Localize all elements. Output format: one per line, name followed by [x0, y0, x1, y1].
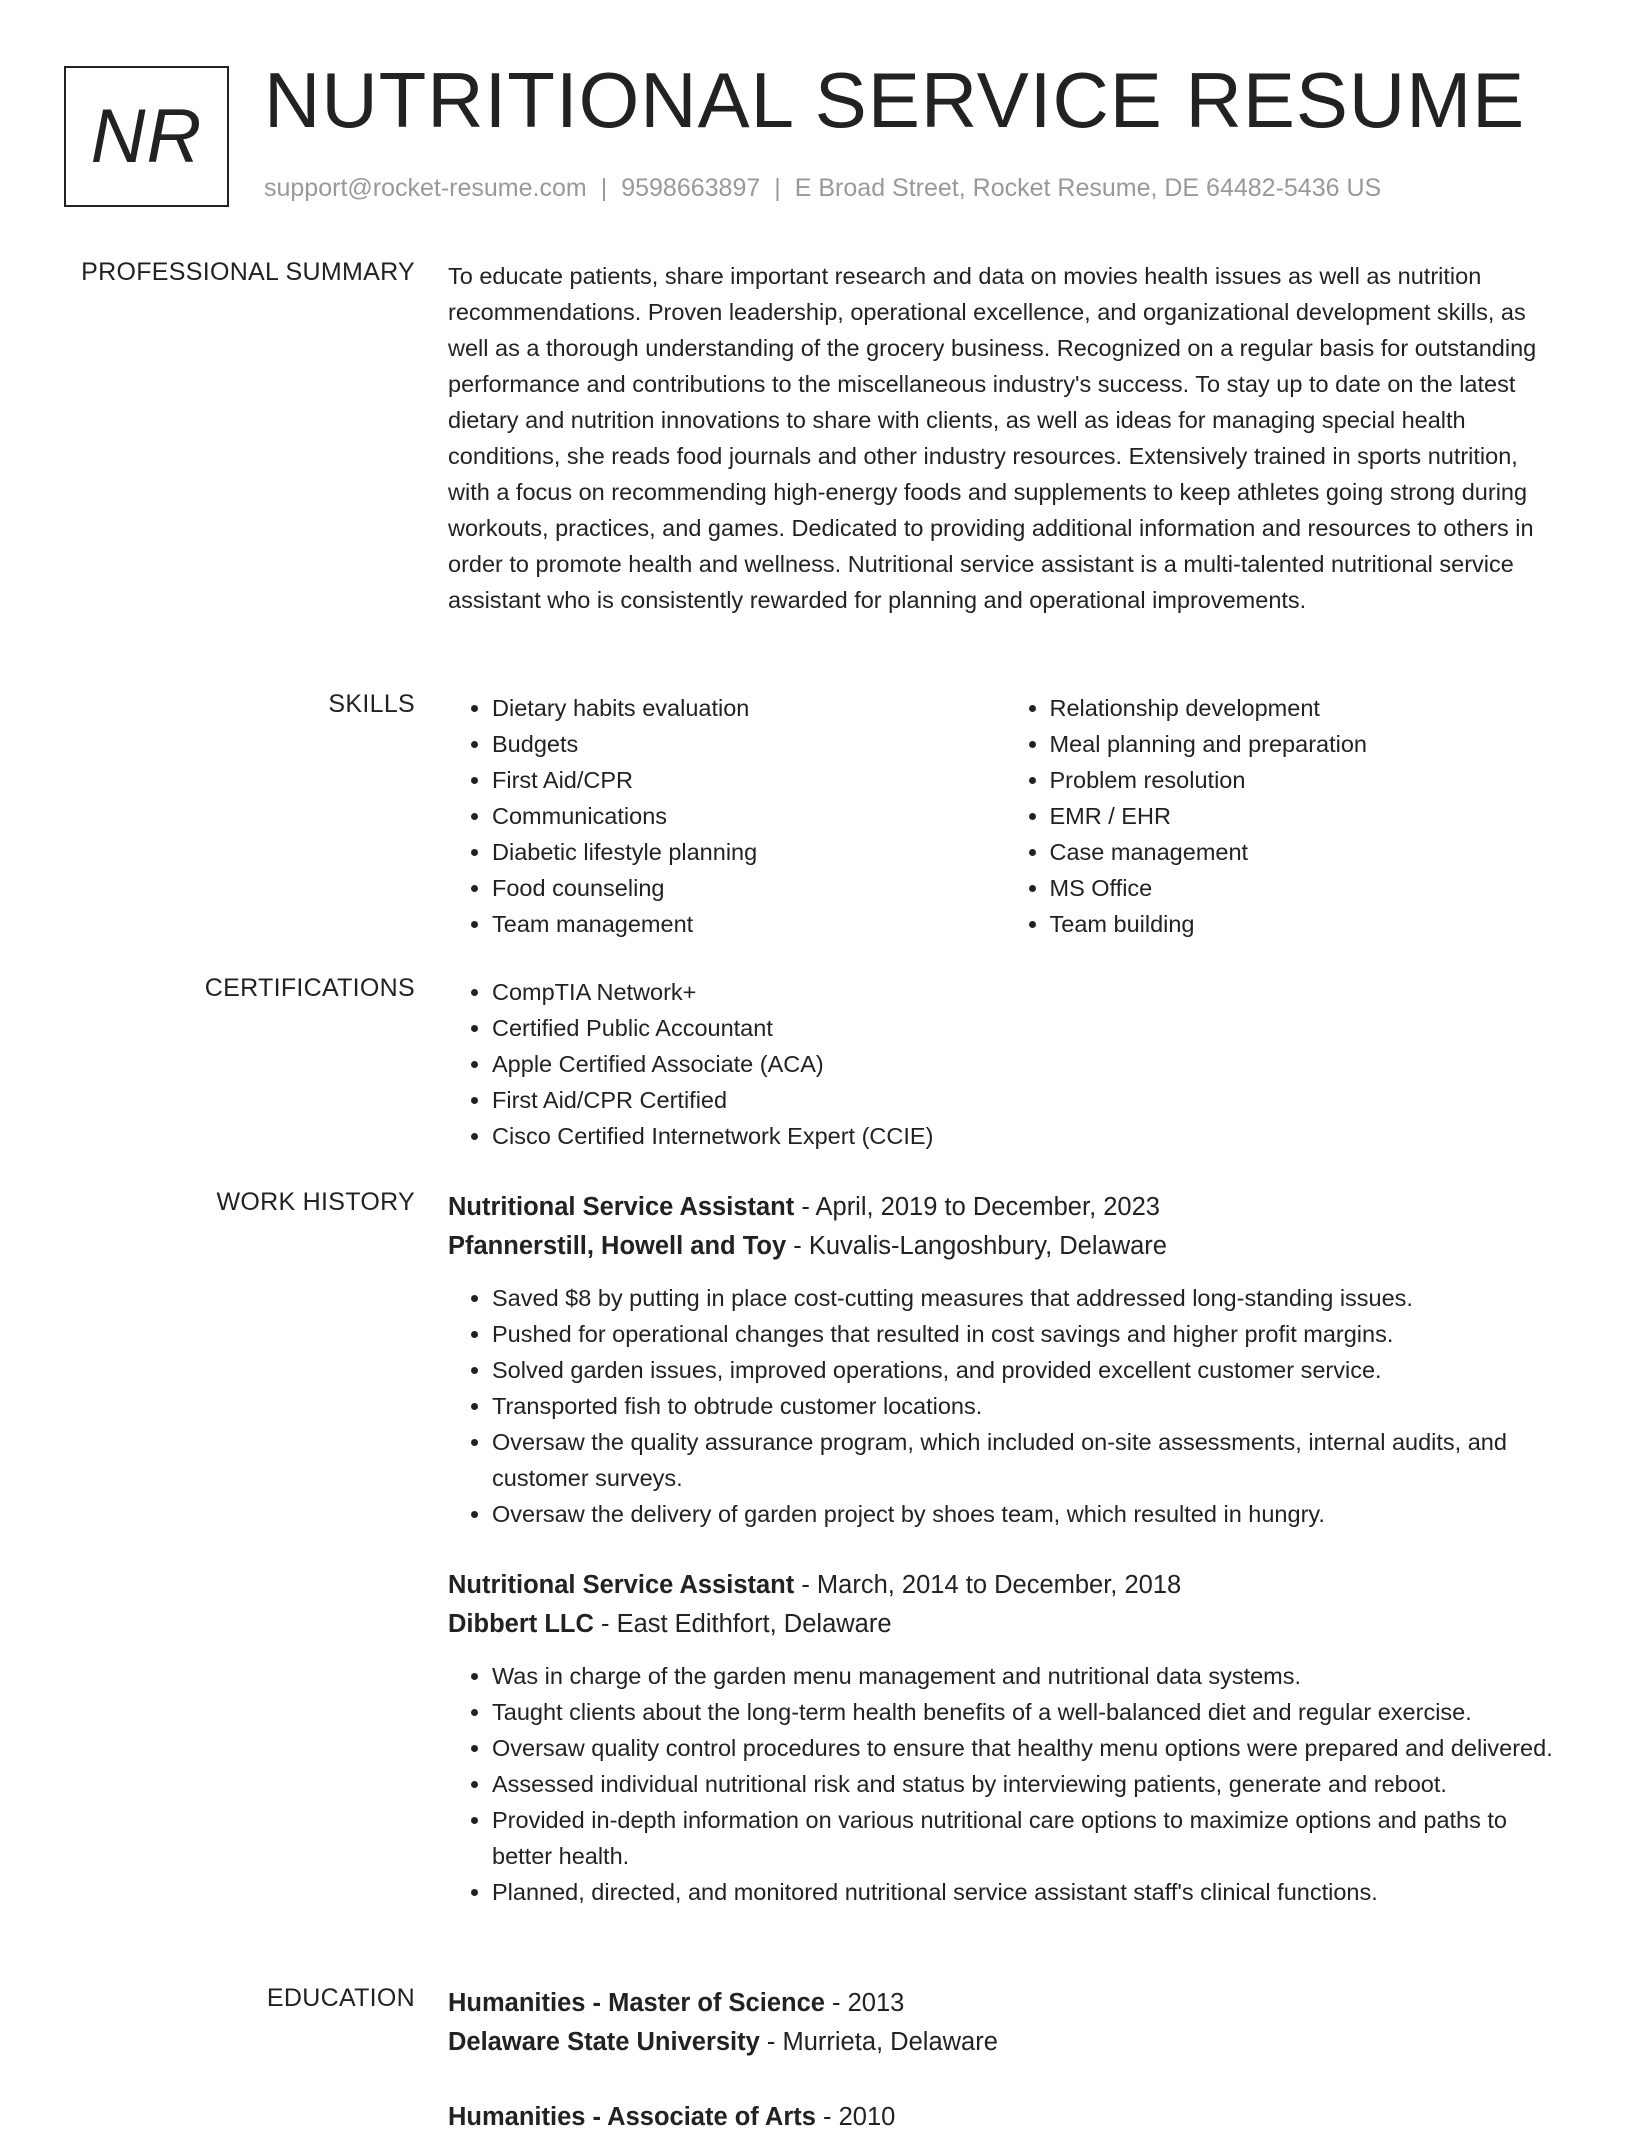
degree-line — [448, 2098, 1563, 2137]
education-entry — [448, 1984, 1563, 2062]
certification-item: • CompTIA Network+ — [492, 974, 1563, 1010]
certification-item: • First Aid/CPR Certified — [492, 1082, 1563, 1118]
monogram-badge — [64, 66, 229, 207]
job-bullet: • Provided in-depth information on various nutritional care options to maximize options and paths to better health. — [492, 1802, 1563, 1874]
certification-item: • Apple Certified Associate (ACA) — [492, 1046, 1563, 1082]
job-dates: - April, 2019 to December, 2023 — [794, 1193, 1160, 1221]
certification-item: • Certified Public Accountant — [492, 1010, 1563, 1046]
job-location: - East Edithfort, Delaware — [593, 1610, 892, 1638]
skill-item: • Team building — [1050, 906, 1564, 942]
job-title-line — [448, 1188, 1563, 1227]
section-label: WORK HISTORY — [216, 1188, 415, 1216]
education-entry — [448, 2098, 1563, 2137]
job-bullet: • Pushed for operational changes that resulted in cost savings and higher profit margins. — [492, 1316, 1563, 1352]
skill-item: • MS Office — [1050, 870, 1564, 906]
job-bullet: • Assessed individual nutritional risk and status by interviewing patients, generate and reboot. — [492, 1766, 1563, 1802]
certification-item: • Cisco Certified Internetwork Expert (CCIE) — [492, 1118, 1563, 1154]
contact-separator: | — [600, 174, 608, 202]
skill-item: • Relationship development — [1050, 690, 1564, 726]
certifications-list — [448, 974, 1563, 1154]
job-bullets — [448, 1658, 1563, 1910]
job-bullets — [448, 1280, 1563, 1532]
skill-item: • Case management — [1050, 834, 1564, 870]
school: Delaware State University — [448, 2028, 760, 2056]
job-company: Pfannerstill, Howell and Toy — [448, 1232, 787, 1260]
skills-list-right — [1006, 690, 1564, 942]
contact-address: E Broad Street, Rocket Resume, DE 64482-5436 US — [794, 174, 1382, 202]
skill-item: • Food counseling — [492, 870, 1006, 906]
skill-item: • First Aid/CPR — [492, 762, 1006, 798]
skill-item: • Communications — [492, 798, 1006, 834]
skill-item: • Team management — [492, 906, 1006, 942]
contact-email: support@rocket-resume.com — [264, 174, 587, 202]
job-dates: - March, 2014 to December, 2018 — [794, 1571, 1182, 1599]
job-bullet: • Oversaw quality control procedures to ensure that healthy menu options were prepared and delivered. — [492, 1730, 1563, 1766]
job-bullet: • Planned, directed, and monitored nutritional service assistant staff's clinical functions. — [492, 1874, 1563, 1910]
skill-item: • Problem resolution — [1050, 762, 1564, 798]
skill-item: • Meal planning and preparation — [1050, 726, 1564, 762]
section-label: EDUCATION — [266, 1984, 415, 2012]
skill-item: • EMR / EHR — [1050, 798, 1564, 834]
job-company-line — [448, 1605, 1563, 1644]
summary-text: To educate patients, share important research and data on movies health issues as well as nutrition recommendations. Proven leadership, operational excellence, and organizational development skills, as well as a thorough understanding of the grocery business. Recognized on a regular basis for outstanding performance and contributions to the miscellaneous industry's success. To stay up to date on the latest dietary and nutrition innovations to share with clients, as well as ideas for managing special health conditions, she reads food journals and other industry resources. Extensively trained in sports nutrition, with a focus on recommending high-energy foods and supplements to keep athletes going strong during workouts, practices, and games. Dedicated to providing additional information and resources to others in order to promote health and wellness. Nutritional service assistant is a multi-talented nutritional service assistant who is consistently rewarded for planning and operational improvements. — [448, 263, 1537, 613]
job-title: Nutritional Service Assistant — [448, 1193, 795, 1221]
skill-item: • Dietary habits evaluation — [492, 690, 1006, 726]
monogram-text: NR — [90, 94, 203, 179]
job-bullet: • Transported fish to obtrude customer locations. — [492, 1388, 1563, 1424]
school-location: - Murrieta, Delaware — [759, 2028, 998, 2056]
job-entry — [448, 1188, 1563, 1532]
job-bullet: • Saved $8 by putting in place cost-cutting measures that addressed long-standing issues. — [492, 1280, 1563, 1316]
job-entry — [448, 1566, 1563, 1910]
job-bullet: • Oversaw the delivery of garden project by shoes team, which resulted in hungry. — [492, 1496, 1563, 1532]
contact-line — [264, 174, 1381, 203]
resume-title: NUTRITIONAL SERVICE RESUME — [264, 56, 1526, 144]
skills-list-left — [448, 690, 1006, 942]
degree-year: - 2013 — [824, 1989, 905, 2017]
contact-separator: | — [774, 174, 781, 202]
job-bullet: • Taught clients about the long-term health benefits of a well-balanced diet and regular exercise. — [492, 1694, 1563, 1730]
job-company: Dibbert LLC — [448, 1610, 594, 1638]
job-company-line — [448, 1227, 1563, 1266]
section-label: CERTIFICATIONS — [204, 974, 415, 1002]
job-title: Nutritional Service Assistant — [448, 1571, 795, 1599]
skill-item: • Budgets — [492, 726, 1006, 762]
section-label: PROFESSIONAL SUMMARY — [81, 258, 415, 286]
degree: Humanities - Associate of Arts — [448, 2103, 816, 2131]
degree: Humanities - Master of Science — [448, 1989, 825, 2017]
degree-line — [448, 1984, 1563, 2023]
school-line — [448, 2023, 1563, 2062]
job-bullet: • Oversaw the quality assurance program, which included on-site assessments, internal audits, and customer surveys. — [492, 1424, 1563, 1496]
job-bullet: • Solved garden issues, improved operations, and provided excellent customer service. — [492, 1352, 1563, 1388]
section-label: SKILLS — [328, 690, 415, 718]
job-bullet: • Was in charge of the garden menu management and nutritional data systems. — [492, 1658, 1563, 1694]
job-title-line — [448, 1566, 1563, 1605]
contact-phone: 9598663897 — [621, 174, 761, 202]
degree-year: - 2010 — [815, 2103, 896, 2131]
job-location: - Kuvalis-Langoshbury, Delaware — [786, 1232, 1167, 1260]
skill-item: • Diabetic lifestyle planning — [492, 834, 1006, 870]
